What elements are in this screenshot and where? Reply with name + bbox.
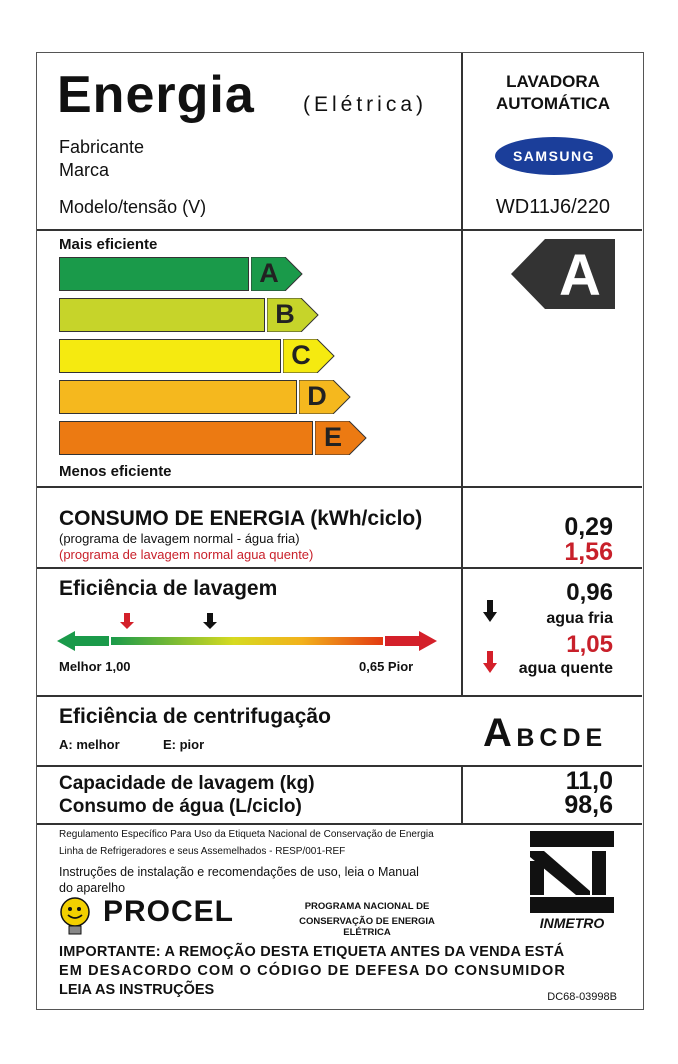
wash-label-cold: agua fria [546,610,613,627]
regulation-line-2: Linha de Refrigeradores e seus Assemelhados - RESP/001-REF [59,846,346,857]
instructions-line-2: do aparelho [59,881,126,895]
energy-line-hot: (programa de lavagem normal agua quente) [59,547,314,562]
marca-label: Marca [59,160,110,180]
scale-letter-b: B [275,299,295,329]
divider-scale [37,486,642,488]
wash-value-cold: 0,96 [566,579,613,606]
scale-bar-c [59,339,281,373]
programa-line-2: CONSERVAÇÃO DE ENERGIA ELÉTRICA [299,916,435,938]
scale-bar-d [59,380,297,414]
brand-logo-text: SAMSUNG [512,148,596,164]
divider-capacity [37,823,642,825]
procel-lightbulb-icon [59,897,91,935]
important-line-1: IMPORTANTE: A REMOÇÃO DESTA ETIQUETA ANTES DA VENDA ESTÁ [59,944,565,960]
label-title: Energia [57,66,255,124]
wash-scale [57,613,443,659]
divider-header [37,229,642,231]
water-label: Consumo de água (L/ciclo) [59,796,302,817]
capacity-label: Capacidade de lavagem (kg) [59,773,315,794]
wash-title: Eficiência de lavagem [59,577,278,600]
regulation-line-1: Regulamento Específico Para Uso da Etiqueta Nacional de Conservação de Energia [59,829,434,840]
programa-line-1: PROGRAMA NACIONAL DE [304,901,430,912]
fabricante-label: Fabricante [59,137,145,157]
wash-label-hot: agua quente [518,660,613,677]
scale-bottom-label: Menos eficiente [59,463,172,480]
product-line-1: LAVADORA [506,72,600,91]
worse-arrow [385,631,437,651]
label-subtitle: (Elétrica) [303,93,428,116]
scale-bar-e [59,421,313,455]
scale-bar-a [59,257,249,291]
important-line-2: EM DESACORDO COM O CÓDIGO DE DEFESA DO CONSUMIDOR [59,963,566,979]
energy-line-cold: (programa de lavagem normal - água fria) [59,531,300,546]
column-divider [461,53,463,695]
energy-value-hot: 1,56 [564,538,613,566]
divider-energy [37,567,642,569]
scale-top-label: Mais eficiente [59,236,158,253]
better-arrow [57,631,109,651]
rating-letter: A [559,243,601,308]
divider-wash [37,695,642,697]
spin-rating-letter: A [483,711,512,755]
scale-letter-a: A [259,258,279,288]
cold-marker [203,613,217,629]
scale-letter-d: D [307,381,327,411]
scale-bar-b [59,298,265,332]
energy-value-cold: 0,29 [564,513,613,541]
inmetro-logo-icon [530,831,614,913]
spin-rating [483,711,607,756]
product-line-2: AUTOMÁTICA [496,94,610,113]
scale-letter-e: E [323,422,342,452]
scale-letter-c: C [291,340,311,370]
hot-marker [120,613,134,629]
product-type [465,71,641,115]
wash-gradient-bar [111,637,383,645]
procel-logo-text: PROCEL [103,895,235,928]
wash-value-hot: 1,05 [566,631,613,658]
inmetro-label: INMETRO [539,915,605,931]
energy-label [36,52,644,1010]
wash-best: Melhor 1,00 [59,659,131,674]
spin-worst: E: pior [163,737,205,752]
energy-title: CONSUMO DE ENERGIA (kWh/ciclo) [59,507,423,530]
wash-worst: 0,65 Pior [359,659,414,674]
divider-spin [37,765,642,767]
column-divider-capacity [461,765,463,823]
spin-best: A: melhor [59,737,120,752]
modelo-value: WD11J6/220 [495,196,611,218]
important-line-3: LEIA AS INSTRUÇÕES [59,982,215,998]
capacity-value: 11,0 [565,767,613,795]
spin-other-letters: BCDE [516,724,608,752]
water-value: 98,6 [564,791,613,819]
label-code: DC68-03998B [547,991,617,1003]
modelo-label: Modelo/tensão (V) [59,197,207,217]
instructions-line-1: Instruções de instalação e recomendações de uso, leia o Manual [59,865,419,879]
spin-title: Eficiência de centrifugação [59,705,331,728]
